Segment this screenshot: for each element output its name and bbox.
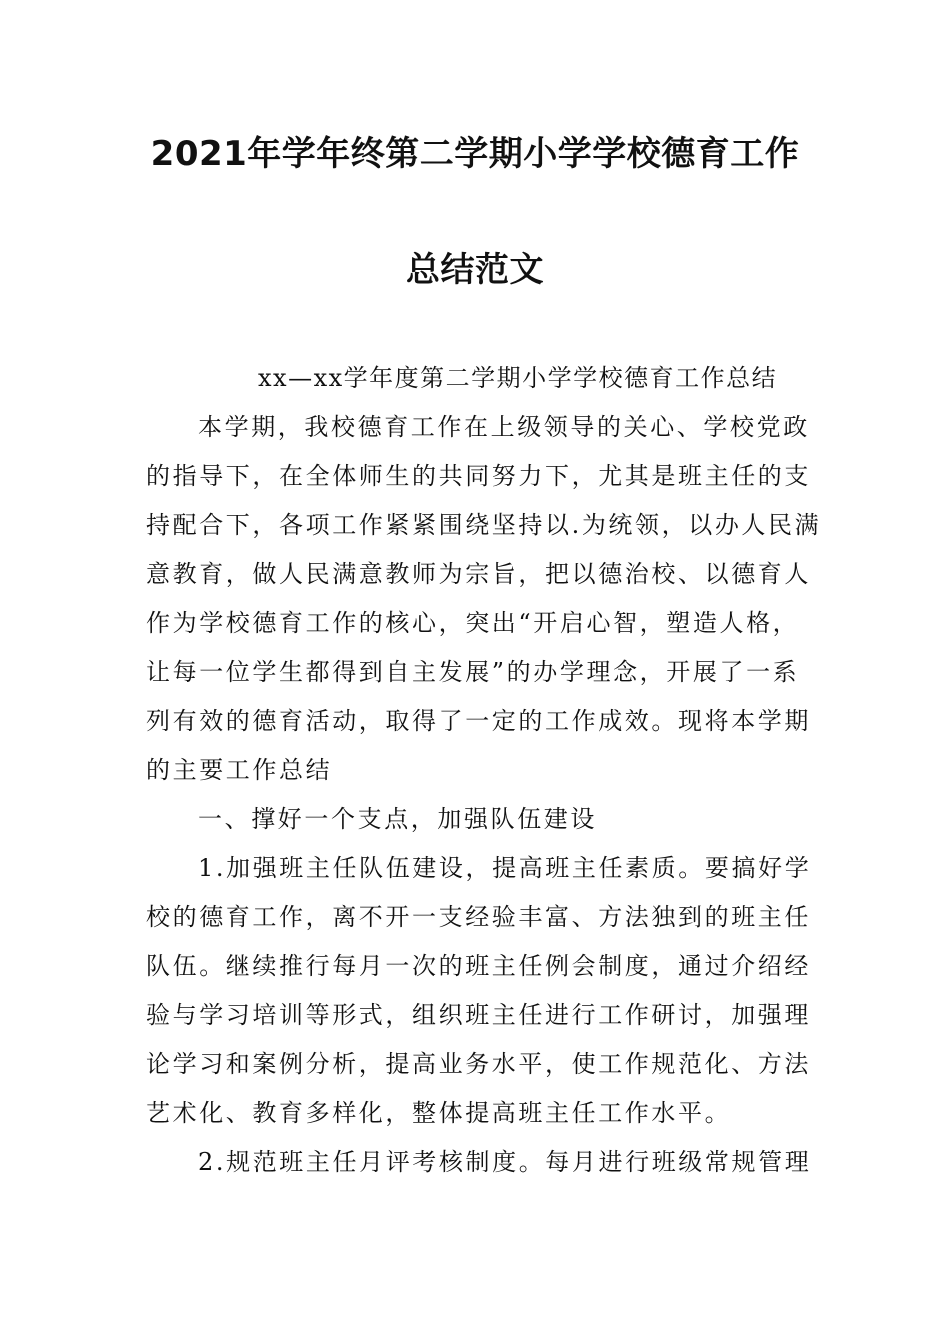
paragraph-line: 队伍。继续推行每月一次的班主任例会制度，通过介绍经 <box>146 952 811 980</box>
paragraph-line: 的指导下，在全体师生的共同努力下，尤其是班主任的支 <box>146 462 811 490</box>
paragraph-line: 作为学校德育工作的核心，突出“开启心智，塑造人格， <box>146 609 800 637</box>
paragraph-line: 1.加强班主任队伍建设，提高班主任素质。要搞好学 <box>198 854 812 882</box>
paragraph-line: 意教育，做人民满意教师为宗旨，把以德治校、以德育人 <box>146 560 811 588</box>
paragraph-line: 列有效的德育活动，取得了一定的工作成效。现将本学期 <box>146 707 811 735</box>
document-body <box>146 354 822 1187</box>
paragraph-line: 让每一位学生都得到自主发展”的办学理念，开展了一系 <box>146 658 800 686</box>
document-title-line-1: 2021年学年终第二学期小学学校德育工作 <box>150 134 800 174</box>
paragraph-line: 验与学习培训等形式，组织班主任进行工作研讨，加强理 <box>146 1001 811 1029</box>
paragraph-line: 2.规范班主任月评考核制度。每月进行班级常规管理 <box>198 1148 812 1176</box>
section-heading: 一、撑好一个支点，加强队伍建设 <box>198 805 597 833</box>
paragraph-line: 艺术化、教育多样化，整体提高班主任工作水平。 <box>146 1099 732 1127</box>
document-title-line-2: 总结范文 <box>406 250 544 290</box>
document-subtitle: xx—xx学年度第二学期小学学校德育工作总结 <box>258 364 778 392</box>
paragraph-line: 的主要工作总结 <box>146 756 333 784</box>
paragraph-line: 本学期，我校德育工作在上级领导的关心、学校党政 <box>198 413 810 441</box>
paragraph-line: 论学习和案例分析，提高业务水平，使工作规范化、方法 <box>146 1050 811 1078</box>
paragraph-line: 校的德育工作，离不开一支经验丰富、方法独到的班主任 <box>146 903 811 931</box>
paragraph-line: 持配合下，各项工作紧紧围绕坚持以.为统领，以办人民满 <box>146 511 822 539</box>
